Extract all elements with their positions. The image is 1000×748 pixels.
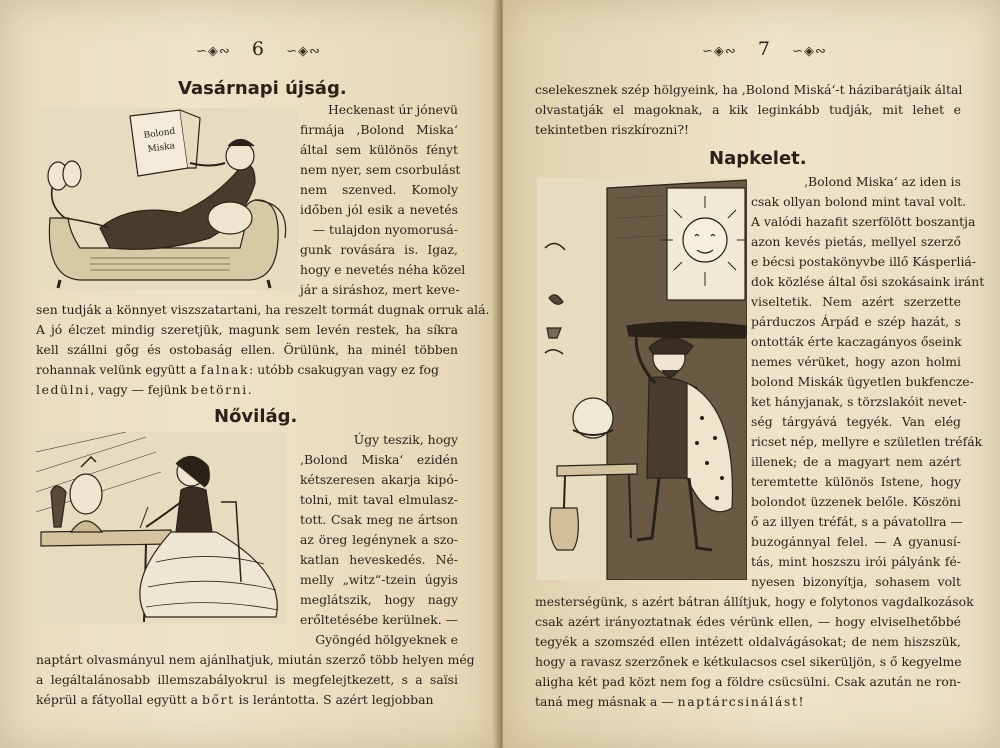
text-line: katlan heveskedés. Né- (300, 552, 458, 567)
text-line: e bécsi postakönyvbe illő Kásperliá- (751, 254, 976, 269)
illustration-warrior-with-club (537, 178, 747, 580)
text-line: bolondot üzzenek belőle. Köszöni (751, 494, 961, 509)
ornament-left: ∽◈∾ (196, 44, 231, 59)
text-line: hogy e nevetés néha közel (300, 262, 466, 277)
text-line: időben jól esik a nevetés (300, 202, 458, 217)
ornament-right: ∽◈∾ (286, 44, 321, 59)
text-line: — tulajdon nyomorusá- (312, 222, 458, 237)
text-line: dok közlése által ősi szokásaink iránt (751, 274, 985, 289)
emphasis-word: naptárcsinálást (677, 694, 799, 709)
newspaper-sign-line2: Miska (147, 141, 176, 155)
text-line: csak azért irányoztatnak édes vérünk ellen, — hogy elviselhetőbbé (535, 614, 961, 629)
emphasis-word: betörni (190, 382, 248, 397)
ornament-right: ∽◈∾ (792, 44, 827, 59)
ornament-left: ∽◈∾ (702, 44, 737, 59)
left-page (0, 0, 497, 748)
newspaper-sign-line1: Bolond (143, 126, 176, 141)
text-line: a legáltalánosabb illemszabályokrul is megfelejtkezett, s a saïsi (36, 672, 458, 687)
heading-napkelet: Napkelet. (709, 148, 807, 169)
text-line: erőltetésébe kerülnek. — (300, 612, 458, 627)
text-line: Heckenast úr jónevü (328, 102, 458, 117)
text-line: ket hányjanak, s törzslakóit nevet- (751, 394, 967, 409)
text-line: illenek; de a magyart nem azért (751, 454, 961, 469)
illustration-woman-writing-at-desk (36, 432, 286, 624)
text-line: sen tudják a könnyet viszszatartani, ha reszelt tormát dugnak orruk alá. (36, 302, 490, 317)
text-line: ‚Bolond Miska‘ az iden is (804, 174, 961, 189)
text-line: tekintetben riszkírozni?! (535, 122, 689, 137)
text-line: tegyék a szomszéd ellen intézett oldalvágásokat; de nem hiszszük, (535, 634, 961, 649)
text-line: kell szállni gőg és ostobaság ellen. Örülünk, ha minél többen (36, 342, 458, 357)
text-line: A valódi hazafit szerfölött boszantja (751, 214, 976, 229)
text-line: ricset nép, mellyre e születlen tréfák (751, 434, 983, 449)
text-line: nem nyer, sem csorbulást (300, 162, 461, 177)
text-line: ség tárgyává tegyék. Van elég (751, 414, 961, 429)
emphasis-word: ledülni (36, 382, 91, 397)
text-line: Gyöngéd hölgyeknek e (315, 632, 458, 647)
text-line: azon kevés pietás, mellyel szerző (751, 234, 961, 249)
text-line-mixed: képrül a fátyollal együtt a bőrt is lerántotta. S azért legjobban (36, 692, 434, 707)
text-line: meglátszik, hogy nagy (300, 592, 458, 607)
page-number-right (702, 38, 827, 60)
text-line: nyesen bizonyítja, sohasem volt (751, 574, 961, 589)
heading-vasarnapi-ujsag: Vasárnapi újság. (178, 78, 347, 99)
text-line: csak ollyan bolond mint taval volt. (751, 194, 967, 209)
text-line-mixed: ledülni, vagy — fejünk betörni. (36, 382, 252, 397)
text-line: naptárt olvasmányul nem ajánlhatjuk, miután szerző több helyen még (36, 652, 475, 667)
text-line: által sem különös fényt (300, 142, 458, 157)
text-line: cselekesznek szép hölgyeink, ha ‚Bolond Miská‘-t házibarátjaik által (535, 82, 963, 97)
text-line: párduczos Árpád e szép hazát, s (751, 314, 961, 329)
text-line: olvastatják el magoknak, a kik leginkább tudják, mit lehet e (535, 102, 961, 117)
text-line: ő az illyen tréfát, s a pávatollra — (751, 514, 963, 529)
text-line: az öreg legénynek a szo- (300, 532, 458, 547)
text-line: melly „witz“-tzein úgyis (300, 572, 458, 587)
text-line: jár a siráshoz, mert keve- (300, 282, 460, 297)
text-line: gunk rovására is. Igaz, (300, 242, 458, 257)
page-number: 6 (251, 38, 266, 60)
page-number: 7 (757, 38, 772, 60)
text-line: buzogánnyal felel. — A gyanusí- (751, 534, 961, 549)
text-line: tolni, mit taval elmulasz- (300, 492, 458, 507)
text-line: hogy a ravasz szerzőnek e kétkulacsos csel sikerüljön, s ő kegyelme (535, 654, 962, 669)
text-line: viseltetik. Nem azért szerzette (751, 294, 961, 309)
text-line: aligha két pad közt nem fog a földre csücsülni. Csak azután ne ron- (535, 674, 961, 689)
page-number-left (196, 38, 321, 60)
text-line: teremtette különös Istene, hogy (751, 474, 961, 489)
text-line: ‚Bolond Miska‘ ezidén (300, 452, 458, 467)
text-line: Úgy teszik, hogy (353, 432, 458, 447)
emphasis-word: falnak (200, 362, 250, 377)
right-page (503, 0, 1000, 748)
text-line-mixed: rohannak velünk együtt a falnak: utóbb csakugyan vagy ez fog (36, 362, 439, 377)
text-line: kétszeresen akarja kipó- (300, 472, 458, 487)
text-line: ontották érte kaczagányos őseink (751, 334, 962, 349)
text-line: nem szenved. Komoly (300, 182, 458, 197)
text-line-mixed: taná meg másnak a — naptárcsinálást! (535, 694, 804, 709)
emphasis-word: bőrt (202, 692, 235, 707)
illustration-man-reading-newspaper (40, 108, 298, 290)
text-line: tás, mint hoszszu irói pályánk fé- (751, 554, 961, 569)
text-line: tott. Csak meg ne ártson (300, 512, 458, 527)
text-line: nemes vérüket, hogy azon holmi (751, 354, 961, 369)
text-line: mesterségünk, s azért bátran állítjuk, hogy e folytonos vagdalkozások (535, 594, 974, 609)
text-line: bolond Miskák ügyetlen bukfencze- (751, 374, 974, 389)
text-line: firmája ‚Bolond Miska‘ (300, 122, 458, 137)
heading-novilag: Nővilág. (214, 406, 298, 427)
text-line: A jó élczet mindig szeretjük, magunk sem levén restek, ha síkra (36, 322, 458, 337)
